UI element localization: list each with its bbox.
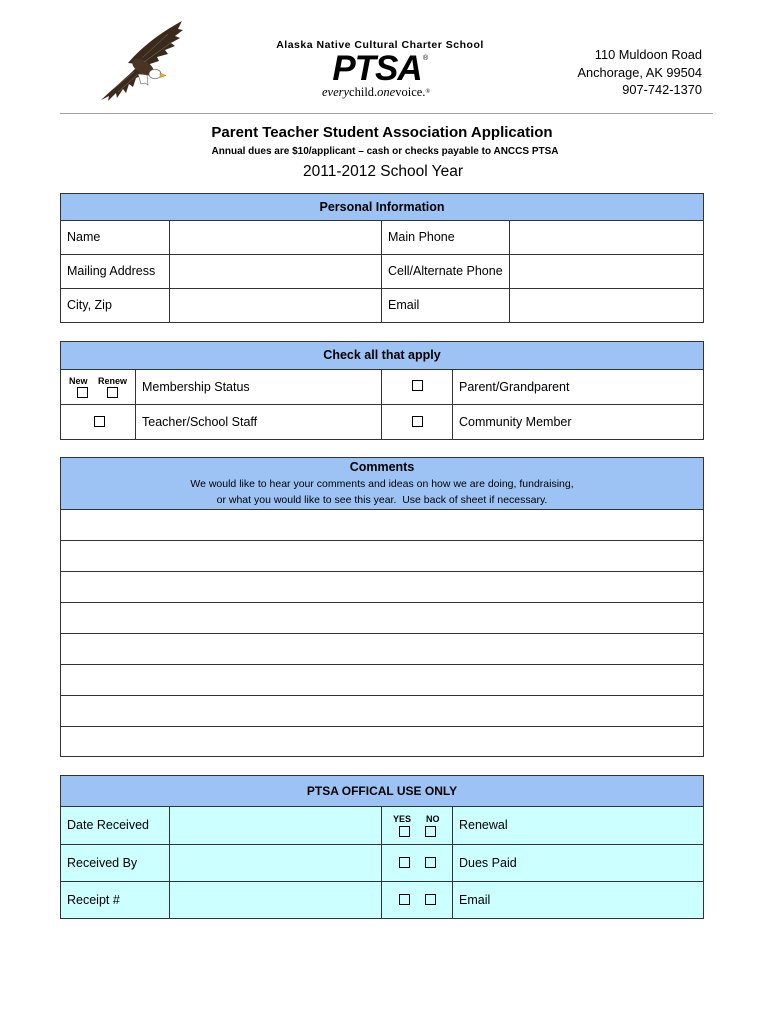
main-phone-label: Main Phone bbox=[382, 221, 510, 255]
mailing-address-label: Mailing Address bbox=[61, 255, 170, 289]
school-year: 2011-2012 School Year bbox=[302, 163, 464, 180]
cell-phone-input[interactable] bbox=[510, 255, 704, 289]
teacher-staff-checkbox-cell bbox=[61, 405, 136, 440]
ptsa-tagline bbox=[296, 85, 456, 99]
received-by-input[interactable] bbox=[170, 845, 382, 882]
dues-paid-label: Dues Paid bbox=[453, 845, 704, 882]
check-all-heading: Check all that apply bbox=[61, 342, 704, 370]
eagle-head bbox=[149, 69, 161, 79]
email-label: Email bbox=[382, 289, 510, 323]
receipt-number-input[interactable] bbox=[170, 882, 382, 919]
personal-info-heading: Personal Information bbox=[61, 194, 704, 221]
name-label: Name bbox=[61, 221, 170, 255]
date-received-input[interactable] bbox=[170, 807, 382, 845]
personal-info-table bbox=[60, 193, 704, 323]
ptsa-registered-mark: ® bbox=[423, 55, 429, 62]
comments-title: Comments bbox=[349, 460, 415, 474]
email-yes-checkbox[interactable] bbox=[399, 894, 410, 905]
receipt-number-label: Receipt # bbox=[61, 882, 170, 919]
comment-line[interactable] bbox=[61, 665, 704, 696]
address-phone: 907-742-1370 bbox=[622, 82, 702, 97]
page-title: Parent Teacher Student Association Application bbox=[211, 124, 553, 141]
renewal-no-checkbox[interactable] bbox=[425, 826, 436, 837]
community-member-checkbox[interactable] bbox=[412, 416, 423, 427]
renew-label: Renew bbox=[98, 376, 128, 386]
address-street: 110 Muldoon Road bbox=[594, 47, 702, 62]
eagle-tail bbox=[138, 74, 148, 85]
parent-grandparent-label: Parent/Grandparent bbox=[453, 370, 704, 405]
no-label: NO bbox=[426, 814, 440, 824]
mailing-address-input[interactable] bbox=[170, 255, 382, 289]
renewal-label: Renewal bbox=[453, 807, 704, 845]
eagle-lower-wing bbox=[101, 67, 143, 101]
comment-line[interactable] bbox=[61, 541, 704, 572]
city-zip-input[interactable] bbox=[170, 289, 382, 323]
official-use-heading: PTSA OFFICAL USE ONLY bbox=[61, 776, 704, 807]
comments-instructions-line-2: or what you would like to see this year. Use back of sheet if necessary. bbox=[216, 494, 548, 506]
eagle-beak bbox=[160, 73, 166, 78]
parent-grandparent-checkbox[interactable] bbox=[412, 380, 423, 391]
official-email-label: Email bbox=[453, 882, 704, 919]
renewal-yes-no-cell bbox=[382, 807, 453, 845]
renew-checkbox[interactable] bbox=[107, 387, 118, 398]
comments-instructions-line-1: We would like to hear your comments and ideas on how we are doing, fundraising, bbox=[190, 478, 574, 490]
eagle-logo bbox=[98, 20, 184, 102]
city-zip-label: City, Zip bbox=[61, 289, 170, 323]
tagline-every: every bbox=[321, 85, 350, 99]
parent-grandparent-checkbox-cell bbox=[382, 370, 453, 405]
school-address bbox=[520, 46, 702, 99]
comment-line[interactable] bbox=[61, 603, 704, 634]
check-all-table bbox=[60, 341, 704, 440]
community-member-checkbox-cell bbox=[382, 405, 453, 440]
email-input[interactable] bbox=[510, 289, 704, 323]
tagline-registered-mark: ® bbox=[425, 89, 430, 95]
dues-paid-yes-no-cell bbox=[382, 845, 453, 882]
new-label: New bbox=[69, 376, 88, 386]
official-use-table bbox=[60, 775, 704, 919]
comments-heading bbox=[61, 458, 704, 510]
renewal-yes-checkbox[interactable] bbox=[399, 826, 410, 837]
email-yes-no-cell bbox=[382, 882, 453, 919]
address-city: Anchorage, AK 99504 bbox=[577, 64, 702, 80]
comment-line[interactable] bbox=[61, 727, 704, 757]
received-by-label: Received By bbox=[61, 845, 170, 882]
date-received-label: Date Received bbox=[61, 807, 170, 845]
yes-label: YES bbox=[393, 814, 412, 824]
comment-line[interactable] bbox=[61, 510, 704, 541]
school-name: Alaska Native Cultural Charter School bbox=[276, 39, 484, 51]
new-checkbox[interactable] bbox=[77, 387, 88, 398]
dues-paid-yes-checkbox[interactable] bbox=[399, 857, 410, 868]
eagle-upper-wing bbox=[128, 21, 183, 65]
tagline-one: one bbox=[377, 85, 396, 99]
main-phone-input[interactable] bbox=[510, 221, 704, 255]
membership-status-label: Membership Status bbox=[136, 370, 382, 405]
teacher-staff-label: Teacher/School Staff bbox=[136, 405, 382, 440]
comments-table bbox=[60, 457, 704, 757]
comment-line[interactable] bbox=[61, 634, 704, 665]
cell-phone-label: Cell/Alternate Phone bbox=[382, 255, 510, 289]
dues-note: Annual dues are $10/applicant – cash or checks payable to ANCCS PTSA bbox=[211, 146, 559, 157]
dues-paid-no-checkbox[interactable] bbox=[425, 857, 436, 868]
header-divider bbox=[60, 113, 713, 114]
email-no-checkbox[interactable] bbox=[425, 894, 436, 905]
comment-line[interactable] bbox=[61, 696, 704, 727]
teacher-staff-checkbox[interactable] bbox=[94, 416, 105, 427]
comment-line[interactable] bbox=[61, 572, 704, 603]
new-renew-cell bbox=[61, 370, 136, 405]
community-member-label: Community Member bbox=[453, 405, 704, 440]
tagline-voice: voice. bbox=[395, 85, 426, 99]
ptsa-logo: PTSA bbox=[332, 49, 422, 88]
tagline-child: child. bbox=[349, 85, 378, 99]
name-input[interactable] bbox=[170, 221, 382, 255]
